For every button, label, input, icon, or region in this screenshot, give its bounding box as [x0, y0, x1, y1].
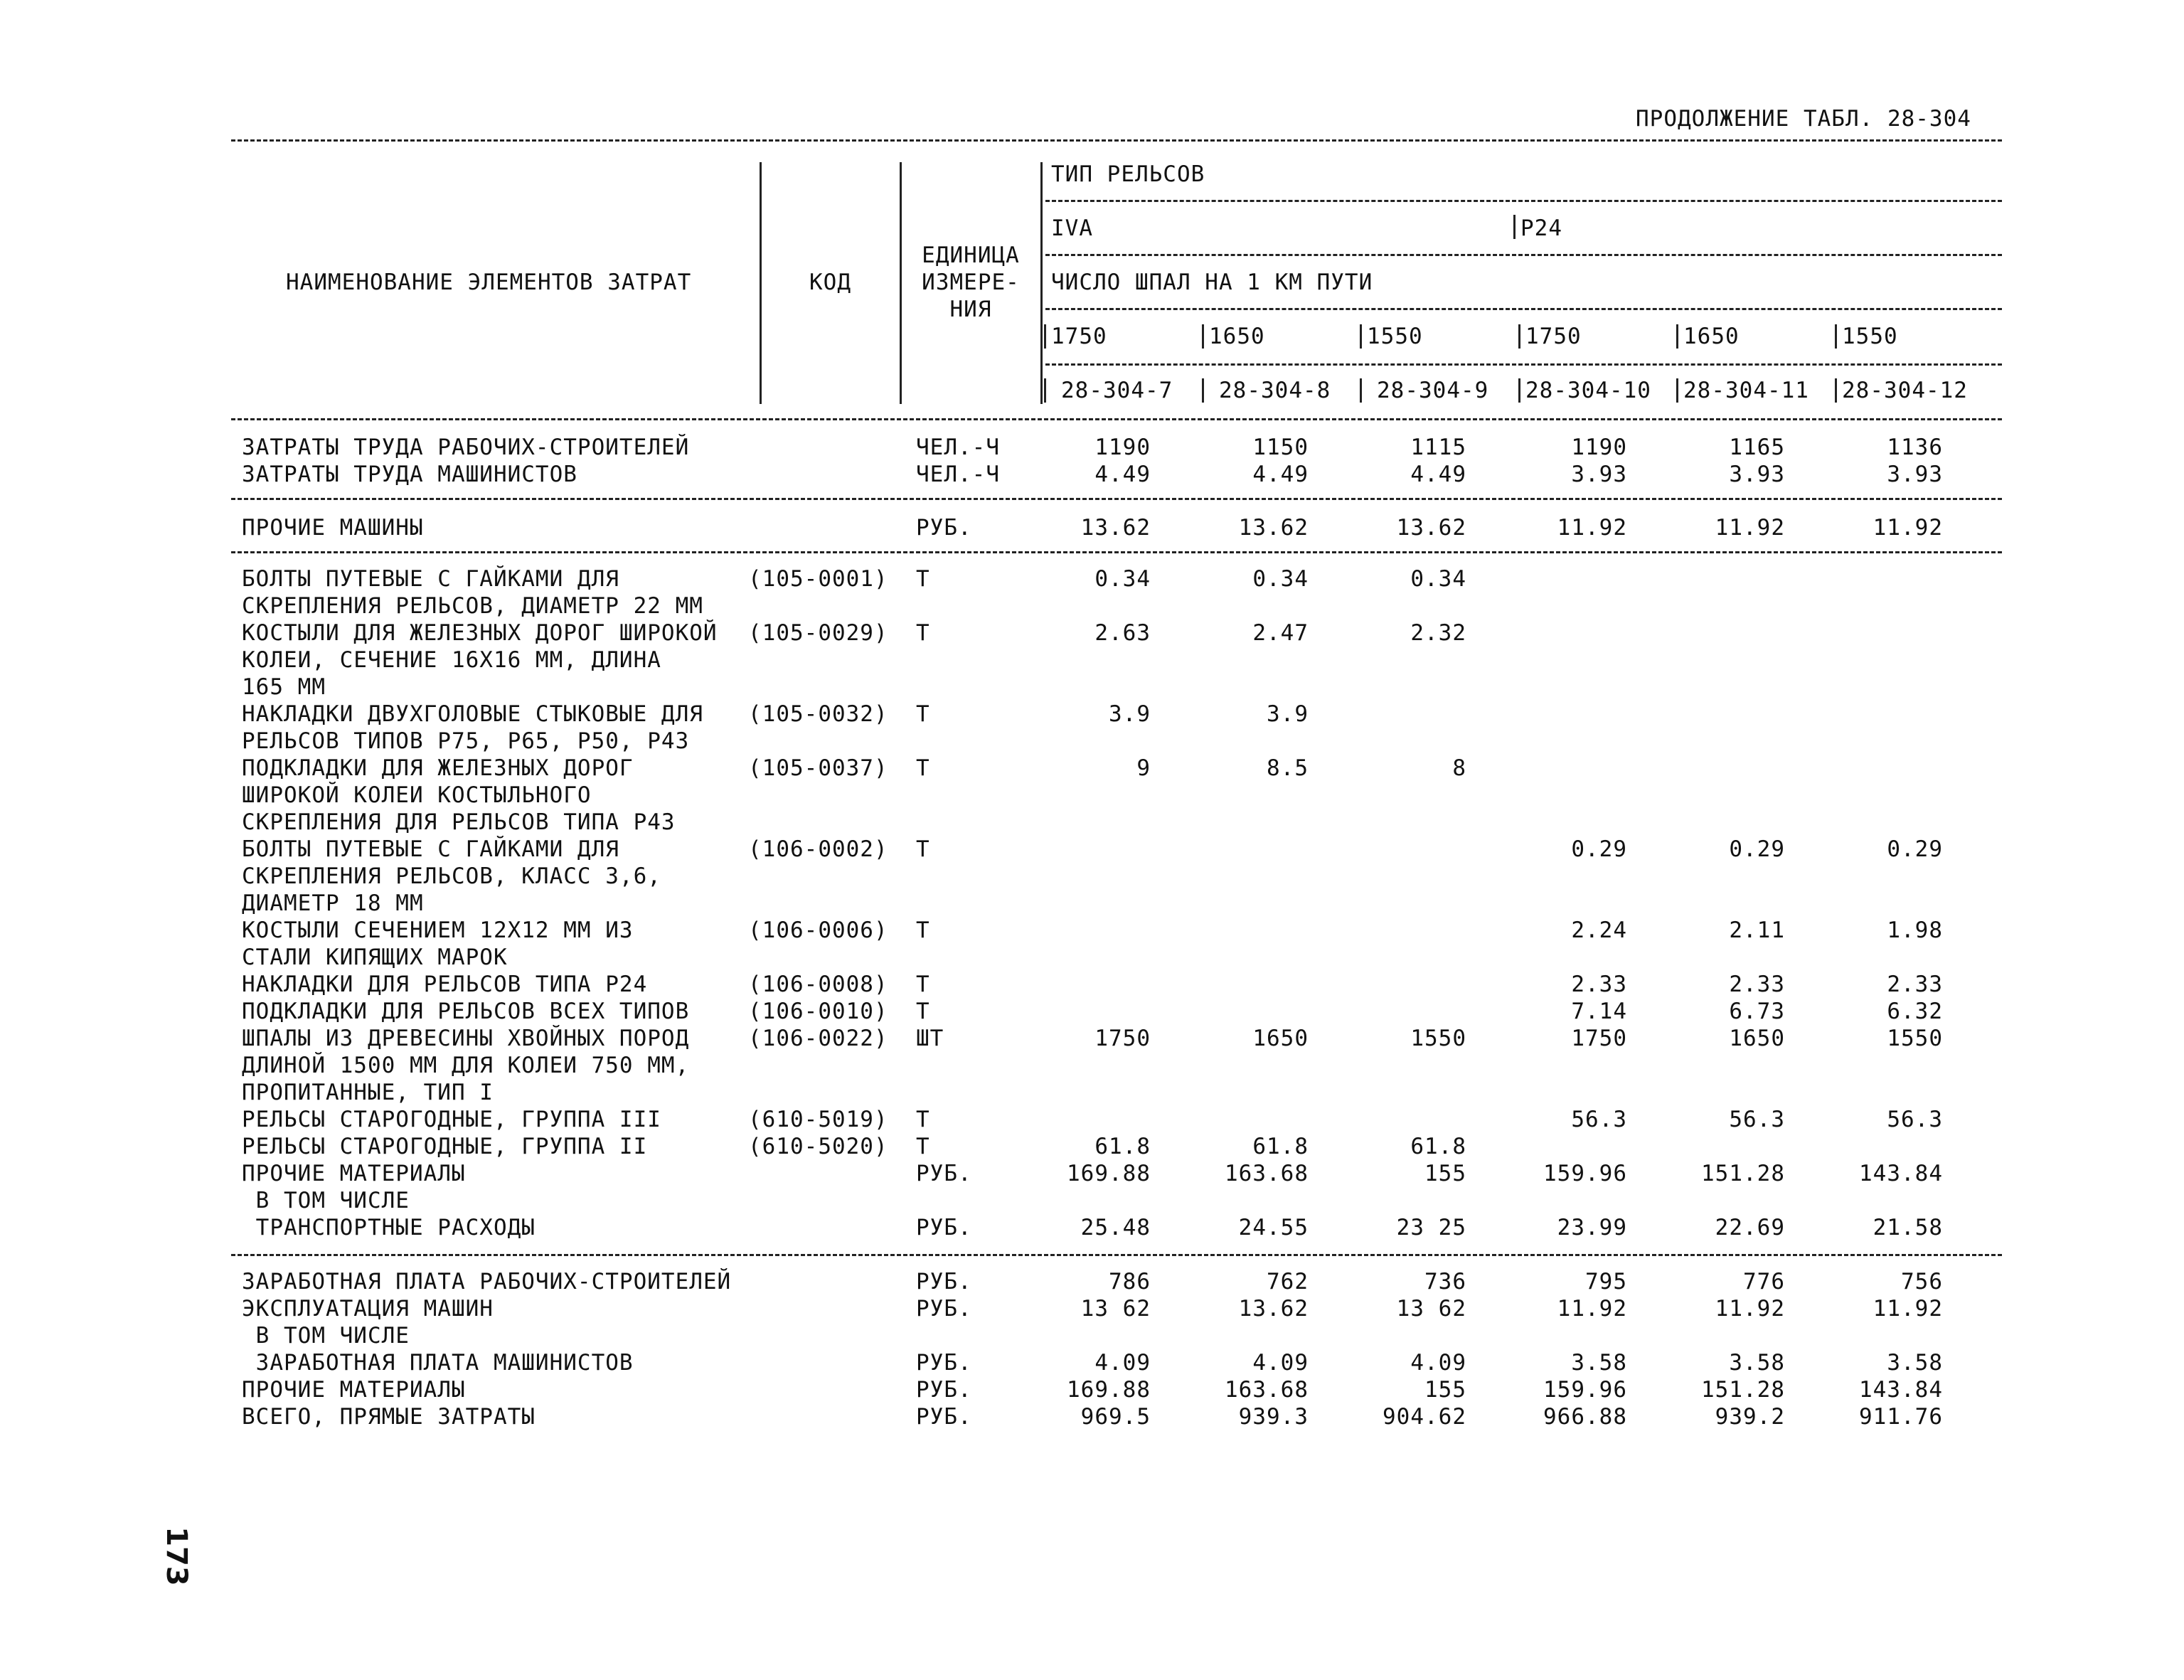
row-value: 776 — [1743, 1269, 1785, 1294]
row-unit: ШТ — [916, 1026, 944, 1051]
row-value: 0.34 — [1410, 566, 1466, 592]
row-unit: Т — [916, 972, 930, 997]
row-code: (106-0006) — [748, 918, 888, 943]
row-name-line: ПРОПИТАННЫЕ, ТИП I — [242, 1080, 494, 1105]
rail-type-label: ТИП РЕЛЬСОВ — [1051, 161, 1205, 187]
section-rule — [231, 551, 2002, 553]
header-rule — [1045, 308, 2002, 310]
row-value: 9 — [1136, 755, 1151, 781]
row-value: 0.29 — [1887, 836, 1943, 862]
row-value: 0.29 — [1571, 836, 1627, 862]
row-value: 151.28 — [1701, 1377, 1785, 1403]
row-name-line: ЭКСПЛУАТАЦИЯ МАШИН — [242, 1296, 494, 1322]
row-value: 1550 — [1410, 1026, 1466, 1051]
header-divider — [1040, 162, 1043, 404]
row-value: 11.92 — [1715, 1296, 1785, 1322]
table-caption: ПРОДОЛЖЕНИЕ ТАБЛ. 28-304 — [1636, 106, 1971, 132]
table-code: 28-304-8 — [1219, 378, 1331, 403]
row-value: 13.62 — [1080, 515, 1151, 541]
row-value: 169.88 — [1067, 1377, 1151, 1403]
row-value: 11.92 — [1873, 515, 1943, 541]
column-header-unit-line: НИЯ — [949, 297, 992, 322]
header-divider — [760, 162, 762, 404]
row-value: 163.68 — [1225, 1161, 1309, 1186]
row-value: 939.2 — [1715, 1404, 1785, 1430]
row-code: (610-5019) — [748, 1107, 888, 1132]
row-value: 2.32 — [1410, 620, 1466, 646]
row-value: 4.49 — [1252, 462, 1309, 487]
row-value: 25.48 — [1080, 1215, 1151, 1240]
row-value: 169.88 — [1067, 1161, 1151, 1186]
row-name-line: 165 ММ — [242, 674, 326, 700]
row-value: 2.11 — [1729, 918, 1785, 943]
row-unit: РУБ. — [916, 1296, 972, 1322]
row-value: 2.63 — [1094, 620, 1151, 646]
row-unit: РУБ. — [916, 1215, 972, 1240]
row-unit: РУБ. — [916, 515, 972, 541]
row-name-line: НАКЛАДКИ ДВУХГОЛОВЫЕ СТЫКОВЫЕ ДЛЯ — [242, 701, 703, 727]
sleeper-count: 1750 — [1051, 324, 1107, 349]
row-value: 8 — [1452, 755, 1466, 781]
row-unit: Т — [916, 999, 930, 1024]
row-code: (106-0022) — [748, 1026, 888, 1051]
row-value: 3.93 — [1887, 462, 1943, 487]
row-value: 7.14 — [1571, 999, 1627, 1024]
row-value: 0.29 — [1729, 836, 1785, 862]
row-value: 736 — [1424, 1269, 1466, 1294]
header-divider — [1518, 378, 1520, 403]
row-code: (105-0001) — [748, 566, 888, 592]
row-name-line: БОЛТЫ ПУТЕВЫЕ С ГАЙКАМИ ДЛЯ — [242, 566, 619, 592]
header-rule — [1045, 363, 2002, 366]
row-value: 6.32 — [1887, 999, 1943, 1024]
row-value: 2.33 — [1571, 972, 1627, 997]
row-value: 13 62 — [1396, 1296, 1466, 1322]
row-unit: Т — [916, 918, 930, 943]
row-value: 61.8 — [1094, 1134, 1151, 1159]
row-name-line: ЗАТРАТЫ ТРУДА РАБОЧИХ-СТРОИТЕЛЕЙ — [242, 435, 690, 460]
row-name-line: ДЛИНОЙ 1500 ММ ДЛЯ КОЛЕИ 750 ММ, — [242, 1053, 690, 1078]
table-code: 28-304-12 — [1842, 378, 1968, 403]
section-rule — [231, 1254, 2002, 1256]
row-value: 3.9 — [1109, 701, 1151, 727]
row-unit: Т — [916, 701, 930, 727]
row-code: (105-0037) — [748, 755, 888, 781]
row-name-line: КОСТЫЛИ СЕЧЕНИЕМ 12Х12 ММ ИЗ — [242, 918, 634, 943]
header-bottom-rule — [231, 418, 2002, 420]
row-value: 2.24 — [1571, 918, 1627, 943]
row-value: 3.9 — [1267, 701, 1309, 727]
row-value: 1750 — [1571, 1026, 1627, 1051]
row-code: (105-0032) — [748, 701, 888, 727]
row-value: 939.3 — [1238, 1404, 1309, 1430]
row-name-line: СКРЕПЛЕНИЯ РЕЛЬСОВ, ДИАМЕТР 22 ММ — [242, 593, 703, 619]
row-value: 11.92 — [1557, 1296, 1627, 1322]
row-value: 3.58 — [1729, 1350, 1785, 1376]
row-value: 6.73 — [1729, 999, 1785, 1024]
row-name-line: РЕЛЬСЫ СТАРОГОДНЫЕ, ГРУППА II — [242, 1134, 648, 1159]
row-value: 1150 — [1252, 435, 1309, 460]
row-value: 56.3 — [1571, 1107, 1627, 1132]
row-name-line: РЕЛЬСОВ ТИПОВ Р75, Р65, Р50, Р43 — [242, 728, 690, 754]
row-value: 11.92 — [1715, 515, 1785, 541]
row-name-line: ПРОЧИЕ МАТЕРИАЛЫ — [242, 1377, 466, 1403]
row-value: 1650 — [1729, 1026, 1785, 1051]
row-value: 0.34 — [1094, 566, 1151, 592]
row-value: 911.76 — [1859, 1404, 1943, 1430]
row-name-line: ВСЕГО, ПРЯМЫЕ ЗАТРАТЫ — [242, 1404, 536, 1430]
row-value: 22.69 — [1715, 1215, 1785, 1240]
row-name-line: КОСТЫЛИ ДЛЯ ЖЕЛЕЗНЫХ ДОРОГ ШИРОКОЙ — [242, 620, 718, 646]
row-value: 1136 — [1887, 435, 1943, 460]
sleeper-count: 1650 — [1683, 324, 1740, 349]
row-name-line: ДИАМЕТР 18 ММ — [242, 890, 424, 916]
sleeper-count: 1650 — [1209, 324, 1265, 349]
header-rule — [1045, 254, 2002, 256]
row-code: (105-0029) — [748, 620, 888, 646]
row-unit: Т — [916, 755, 930, 781]
row-code: (106-0002) — [748, 836, 888, 862]
row-value: 23.99 — [1557, 1215, 1627, 1240]
header-divider — [1835, 324, 1837, 349]
row-name-line: СТАЛИ КИПЯЩИХ МАРОК — [242, 945, 508, 970]
row-unit: Т — [916, 836, 930, 862]
row-code: (610-5020) — [748, 1134, 888, 1159]
row-name-line: ЗАРАБОТНАЯ ПЛАТА РАБОЧИХ-СТРОИТЕЛЕЙ — [242, 1269, 732, 1294]
row-name-line: ПРОЧИЕ МАШИНЫ — [242, 515, 424, 541]
row-value: 13.62 — [1396, 515, 1466, 541]
table-code: 28-304-7 — [1061, 378, 1173, 403]
row-unit: РУБ. — [916, 1404, 972, 1430]
table-code: 28-304-9 — [1377, 378, 1489, 403]
sleeper-count: 1550 — [1367, 324, 1423, 349]
page-number: 173 — [159, 1526, 193, 1586]
header-divider — [1044, 378, 1046, 403]
row-value: 756 — [1901, 1269, 1943, 1294]
row-value: 1.98 — [1887, 918, 1943, 943]
header-divider — [1835, 378, 1837, 403]
header-divider — [1202, 324, 1204, 349]
sleeper-count: 1550 — [1842, 324, 1898, 349]
row-value: 163.68 — [1225, 1377, 1309, 1403]
rail-type-p24: Р24 — [1520, 216, 1562, 241]
row-value: 3.58 — [1887, 1350, 1943, 1376]
row-unit: Т — [916, 1134, 930, 1159]
row-value: 2.47 — [1252, 620, 1309, 646]
row-value: 795 — [1585, 1269, 1627, 1294]
row-value: 8.5 — [1267, 755, 1309, 781]
row-value: 11.92 — [1557, 515, 1627, 541]
row-value: 3.93 — [1571, 462, 1627, 487]
column-header-unit-line: ЕДИНИЦА — [922, 243, 1020, 268]
header-divider — [1360, 378, 1362, 403]
row-name-line: КОЛЕИ, СЕЧЕНИЕ 16Х16 ММ, ДЛИНА — [242, 647, 661, 673]
section-rule — [231, 498, 2002, 500]
row-value: 904.62 — [1383, 1404, 1466, 1430]
table-code: 28-304-11 — [1683, 378, 1809, 403]
row-value: 969.5 — [1080, 1404, 1151, 1430]
row-name-line: НАКЛАДКИ ДЛЯ РЕЛЬСОВ ТИПА Р24 — [242, 972, 648, 997]
row-value: 1550 — [1887, 1026, 1943, 1051]
header-divider — [1044, 324, 1046, 349]
row-value: 1190 — [1571, 435, 1627, 460]
row-value: 13 62 — [1080, 1296, 1151, 1322]
row-value: 1165 — [1729, 435, 1785, 460]
row-value: 4.09 — [1252, 1350, 1309, 1376]
column-header-code: КОД — [809, 270, 851, 295]
rail-type-iva: IVA — [1051, 216, 1093, 241]
row-value: 159.96 — [1543, 1377, 1627, 1403]
row-value: 4.49 — [1410, 462, 1466, 487]
header-divider — [1513, 215, 1516, 239]
header-divider — [1360, 324, 1362, 349]
row-value: 143.84 — [1859, 1377, 1943, 1403]
sleeper-count: 1750 — [1525, 324, 1582, 349]
row-name-line: ШИРОКОЙ КОЛЕИ КОСТЫЛЬНОГО — [242, 782, 592, 808]
header-divider — [1676, 378, 1678, 403]
row-value: 13.62 — [1238, 515, 1309, 541]
row-name-line: ЗАТРАТЫ ТРУДА МАШИНИСТОВ — [242, 462, 577, 487]
row-name-line: РЕЛЬСЫ СТАРОГОДНЫЕ, ГРУППА III — [242, 1107, 661, 1132]
row-name-line: ШПАЛЫ ИЗ ДРЕВЕСИНЫ ХВОЙНЫХ ПОРОД — [242, 1026, 690, 1051]
row-unit: Т — [916, 1107, 930, 1132]
row-value: 1750 — [1094, 1026, 1151, 1051]
row-value: 0.34 — [1252, 566, 1309, 592]
row-unit: Т — [916, 620, 930, 646]
row-name-line: В ТОМ ЧИСЛЕ — [242, 1323, 410, 1349]
row-value: 1650 — [1252, 1026, 1309, 1051]
row-unit: РУБ. — [916, 1269, 972, 1294]
row-value: 13.62 — [1238, 1296, 1309, 1322]
row-unit: РУБ. — [916, 1161, 972, 1186]
row-unit: РУБ. — [916, 1350, 972, 1376]
column-header-unit-line: ИЗМЕРЕ- — [922, 270, 1020, 295]
header-divider — [1676, 324, 1678, 349]
column-header-name: НАИМЕНОВАНИЕ ЭЛЕМЕНТОВ ЗАТРАТ — [286, 270, 692, 295]
row-value: 786 — [1109, 1269, 1151, 1294]
row-value: 61.8 — [1252, 1134, 1309, 1159]
row-name-line: ТРАНСПОРТНЫЕ РАСХОДЫ — [242, 1215, 536, 1240]
row-value: 155 — [1424, 1161, 1466, 1186]
header-divider — [1518, 324, 1520, 349]
row-value: 1190 — [1094, 435, 1151, 460]
row-unit: ЧЕЛ.-Ч — [916, 435, 1000, 460]
row-unit: РУБ. — [916, 1377, 972, 1403]
row-value: 21.58 — [1873, 1215, 1943, 1240]
row-value: 3.58 — [1571, 1350, 1627, 1376]
row-value: 11.92 — [1873, 1296, 1943, 1322]
row-unit: Т — [916, 566, 930, 592]
top-rule — [231, 139, 2002, 142]
row-name-line: В ТОМ ЧИСЛЕ — [242, 1188, 410, 1213]
row-value: 762 — [1267, 1269, 1309, 1294]
row-name-line: ПОДКЛАДКИ ДЛЯ РЕЛЬСОВ ВСЕХ ТИПОВ — [242, 999, 690, 1024]
row-value: 151.28 — [1701, 1161, 1785, 1186]
row-value: 4.09 — [1410, 1350, 1466, 1376]
header-divider — [900, 162, 902, 404]
row-name-line: СКРЕПЛЕНИЯ ДЛЯ РЕЛЬСОВ ТИПА Р43 — [242, 809, 676, 835]
row-value: 56.3 — [1887, 1107, 1943, 1132]
row-value: 4.09 — [1094, 1350, 1151, 1376]
row-value: 2.33 — [1887, 972, 1943, 997]
header-rule — [1045, 200, 2002, 202]
row-name-line: ЗАРАБОТНАЯ ПЛАТА МАШИНИСТОВ — [242, 1350, 634, 1376]
row-name-line: ПРОЧИЕ МАТЕРИАЛЫ — [242, 1161, 466, 1186]
row-name-line: ПОДКЛАДКИ ДЛЯ ЖЕЛЕЗНЫХ ДОРОГ — [242, 755, 634, 781]
row-value: 966.88 — [1543, 1404, 1627, 1430]
row-value: 24.55 — [1238, 1215, 1309, 1240]
row-value: 159.96 — [1543, 1161, 1627, 1186]
row-value: 2.33 — [1729, 972, 1785, 997]
row-value: 61.8 — [1410, 1134, 1466, 1159]
row-value: 3.93 — [1729, 462, 1785, 487]
row-value: 56.3 — [1729, 1107, 1785, 1132]
row-code: (106-0010) — [748, 999, 888, 1024]
row-name-line: БОЛТЫ ПУТЕВЫЕ С ГАЙКАМИ ДЛЯ — [242, 836, 619, 862]
row-value: 143.84 — [1859, 1161, 1943, 1186]
sleepers-label: ЧИСЛО ШПАЛ НА 1 КМ ПУТИ — [1051, 270, 1373, 295]
table-code: 28-304-10 — [1525, 378, 1651, 403]
row-code: (106-0008) — [748, 972, 888, 997]
row-value: 4.49 — [1094, 462, 1151, 487]
row-name-line: СКРЕПЛЕНИЯ РЕЛЬСОВ, КЛАСС 3,6, — [242, 863, 661, 889]
row-value: 155 — [1424, 1377, 1466, 1403]
header-divider — [1202, 378, 1204, 403]
row-value: 1115 — [1410, 435, 1466, 460]
row-value: 23 25 — [1396, 1215, 1466, 1240]
row-unit: ЧЕЛ.-Ч — [916, 462, 1000, 487]
